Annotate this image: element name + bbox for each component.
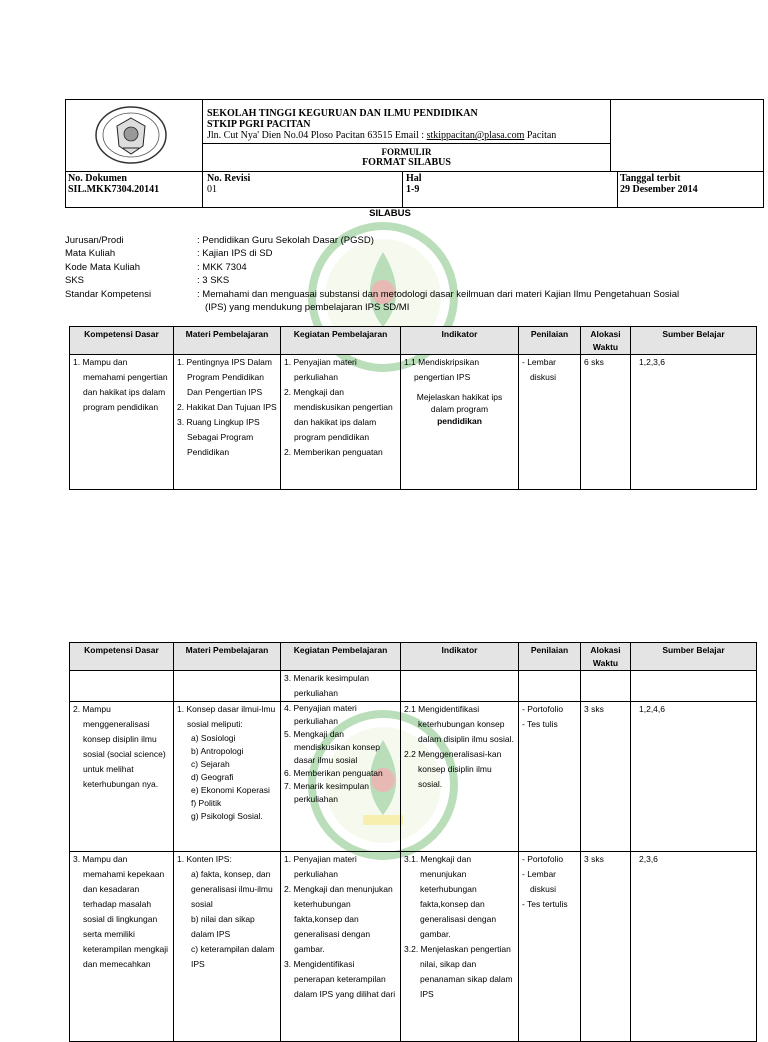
address-text: Jln. Cut Nya' Dien No.04 Ploso Pacitan 63515 Email : bbox=[207, 130, 427, 141]
table-header-row bbox=[70, 327, 757, 355]
issue-date-value: 29 Desember 2014 bbox=[620, 184, 698, 195]
form-title: FORMAT SILABUS bbox=[362, 157, 451, 168]
kegiatan-item: 5. Mengkaji dan mendiskusikan konsep dasar ilmu sosial bbox=[284, 729, 380, 765]
column-header: Penilaian bbox=[519, 327, 581, 355]
silabus-table-2 bbox=[69, 642, 757, 1042]
materi-item: 3. Ruang Lingkup IPS Sebagai Program Pendidikan bbox=[177, 417, 260, 457]
materi-item: 1. Pentingnya IPS Dalam Program Pendidikan Dan Pengertian IPS bbox=[177, 357, 272, 397]
indikator-item: 3.2. Menjelaskan pengertian nilai, sikap dan penanaman sikap dalam IPS bbox=[404, 944, 513, 999]
penilaian-item: - Tes tertulis bbox=[522, 899, 568, 909]
kegiatan-item: 6. Memberikan penguatan bbox=[284, 768, 383, 778]
info-value: (IPS) yang mendukung pembelajaran IPS SD/MI bbox=[205, 302, 410, 313]
column-header: Kompetensi Dasar bbox=[70, 643, 174, 671]
materi-subitem: g) Psikologi Sosial. bbox=[191, 811, 263, 821]
materi-subitem: a) Sosiologi bbox=[191, 733, 236, 743]
indikator-item: 2.1 Mengidentifikasi keterhubungan konsep dalam disiplin ilmu sosial. bbox=[404, 704, 514, 744]
info-value: : Pendidikan Guru Sekolah Dasar (PGSD) bbox=[197, 235, 374, 246]
institution-address bbox=[207, 130, 556, 141]
institution-name: SEKOLAH TINGGI KEGURUAN DAN ILMU PENDIDIKAN bbox=[207, 108, 478, 119]
materi-item: 1. Konten IPS: bbox=[177, 854, 232, 864]
kompetensi-dasar: 2. Mampu menggeneralisasi konsep disiplin ilmu sosial (social science) untuk melihat keterhubungan nya. bbox=[73, 704, 166, 789]
column-header: Sumber Belajar bbox=[631, 643, 757, 671]
revision-label: No. Revisi bbox=[207, 173, 251, 184]
address-city: Pacitan bbox=[524, 130, 557, 141]
penilaian-item: - Lembar diskusi bbox=[522, 357, 557, 382]
kompetensi-dasar: 3. Mampu dan memahami kepekaan dan kesadaran terhadap masalah sosial di lingkungan serta memiliki keterampilan mengkaji dan memecahkan bbox=[73, 854, 169, 969]
institution-short-name: STKIP PGRI PACITAN bbox=[207, 119, 311, 130]
stkip-logo-icon bbox=[93, 104, 169, 166]
info-value: : 3 SKS bbox=[197, 275, 230, 286]
materi-item: 1. Konsep dasar ilmui-lmu sosial meliputi: bbox=[177, 704, 276, 729]
penilaian-item: - Lembar diskusi bbox=[522, 869, 557, 894]
indikator-item: 2.2 Menggeneralisasi-kan konsep disiplin ilmu sosial. bbox=[404, 749, 502, 789]
sumber-belajar: 1,2,3,6 bbox=[631, 355, 757, 490]
table-header-row bbox=[70, 643, 757, 671]
column-header: Indikator bbox=[401, 643, 519, 671]
column-header: Sumber Belajar bbox=[631, 327, 757, 355]
column-header: Kompetensi Dasar bbox=[70, 327, 174, 355]
indikator-emphasis: pendidikan bbox=[437, 416, 482, 426]
kegiatan-item: 1. Penyajian materi perkuliahan bbox=[284, 854, 357, 879]
materi-subitem: f) Politik bbox=[191, 798, 222, 808]
column-header: Materi Pembelajaran bbox=[174, 327, 281, 355]
kegiatan-item: 1. Penyajian materi perkuliahan bbox=[284, 357, 357, 382]
indikator-item: 1.1 Mendiskripsikan pengertian IPS bbox=[404, 357, 480, 382]
column-header: Kegiatan Pembelajaran bbox=[281, 643, 401, 671]
table-row bbox=[70, 671, 757, 702]
kompetensi-dasar: 1. Mampu dan memahami pengertian dan hakikat ips dalam program pendidikan bbox=[73, 357, 168, 412]
kegiatan-item: 4. Penyajian materi perkuliahan bbox=[284, 703, 357, 726]
column-header: Penilaian bbox=[519, 643, 581, 671]
kegiatan-item: 3. Menarik kesimpulan perkuliahan bbox=[284, 673, 370, 698]
materi-subitem: c) Sejarah bbox=[191, 759, 230, 769]
form-label: FORMULIR bbox=[381, 147, 432, 157]
materi-subitem: b) nilai dan sikap dalam IPS bbox=[191, 914, 255, 939]
penilaian-item: - Portofolio bbox=[522, 704, 564, 714]
indikator-item: Mejelaskan hakikat ips dalam program bbox=[416, 392, 503, 414]
email-link[interactable]: stkippacitan@plasa.com bbox=[426, 130, 525, 141]
kegiatan-item: 2. Memberikan penguatan bbox=[284, 447, 383, 457]
sumber-belajar: 1,2,4,6 bbox=[631, 702, 757, 852]
kegiatan-item: 2. Mengkaji dan mendiskusikan pengertian dan hakikat ips dalam program pendidikan bbox=[284, 387, 393, 442]
column-header: Materi Pembelajaran bbox=[174, 643, 281, 671]
table-row bbox=[70, 852, 757, 1042]
materi-subitem: a) fakta, konsep, dan generalisasi ilmu-ilmu sosial bbox=[191, 869, 273, 909]
silabus-table-1 bbox=[69, 326, 757, 490]
column-header: Alokasi Waktu bbox=[581, 643, 631, 671]
doc-no-label: No. Dokumen bbox=[68, 173, 127, 184]
alokasi-waktu: 6 sks bbox=[581, 355, 631, 490]
materi-subitem: e) Ekonomi Koperasi bbox=[191, 785, 270, 795]
materi-subitem: c) keterampilan dalam IPS bbox=[191, 944, 275, 969]
sumber-belajar: 2,3,6 bbox=[631, 852, 757, 1042]
document-header bbox=[65, 99, 764, 208]
penilaian-item: - Portofolio bbox=[522, 854, 564, 864]
info-label: Jurusan/Prodi bbox=[65, 235, 124, 246]
column-header: Kegiatan Pembelajaran bbox=[281, 327, 401, 355]
info-label: Standar Kompetensi bbox=[65, 289, 152, 300]
info-value: : Memahami dan menguasai substansi dan metodologi dasar keilmuan dari materi Kajian Ilmu Pengetahuan Sosial bbox=[197, 289, 680, 300]
kegiatan-item: 2. Mengkaji dan menunjukan keterhubungan fakta,konsep dan generalisasi dengan gambar. bbox=[284, 884, 393, 954]
column-header: Alokasi Waktu bbox=[581, 327, 631, 355]
table-row bbox=[70, 702, 757, 852]
kegiatan-item: 3. Mengidentifikasi penerapan keterampilan dalam IPS yang dilihat dari bbox=[284, 959, 396, 999]
materi-item: 2. Hakikat Dan Tujuan IPS bbox=[177, 402, 277, 412]
alokasi-waktu: 3 sks bbox=[581, 852, 631, 1042]
materi-subitem: b) Antropologi bbox=[191, 746, 244, 756]
info-value: : Kajian IPS di SD bbox=[197, 248, 273, 259]
doc-no-value: SIL.MKK7304.20141 bbox=[68, 184, 160, 195]
table-row bbox=[70, 355, 757, 490]
info-label: SKS bbox=[65, 275, 85, 286]
info-label: Mata Kuliah bbox=[65, 248, 116, 259]
revision-value: 01 bbox=[207, 184, 217, 195]
issue-date-label: Tanggal terbit bbox=[620, 173, 681, 184]
page-label: Hal bbox=[406, 173, 422, 184]
indikator-item: 3.1. Mengkaji dan menunjukan keterhubungan fakta,konsep dan generalisasi dengan gambar. bbox=[404, 854, 497, 939]
page-value: 1-9 bbox=[406, 184, 420, 195]
info-value: : MKK 7304 bbox=[197, 262, 247, 273]
penilaian-item: - Tes tulis bbox=[522, 719, 558, 729]
info-label: Kode Mata Kuliah bbox=[65, 262, 140, 273]
alokasi-waktu: 3 sks bbox=[581, 702, 631, 852]
column-header: Indikator bbox=[401, 327, 519, 355]
silabus-title: SILABUS bbox=[369, 208, 411, 219]
kegiatan-item: 7. Menarik kesimpulan perkuliahan bbox=[284, 781, 370, 804]
materi-subitem: d) Geografi bbox=[191, 772, 234, 782]
